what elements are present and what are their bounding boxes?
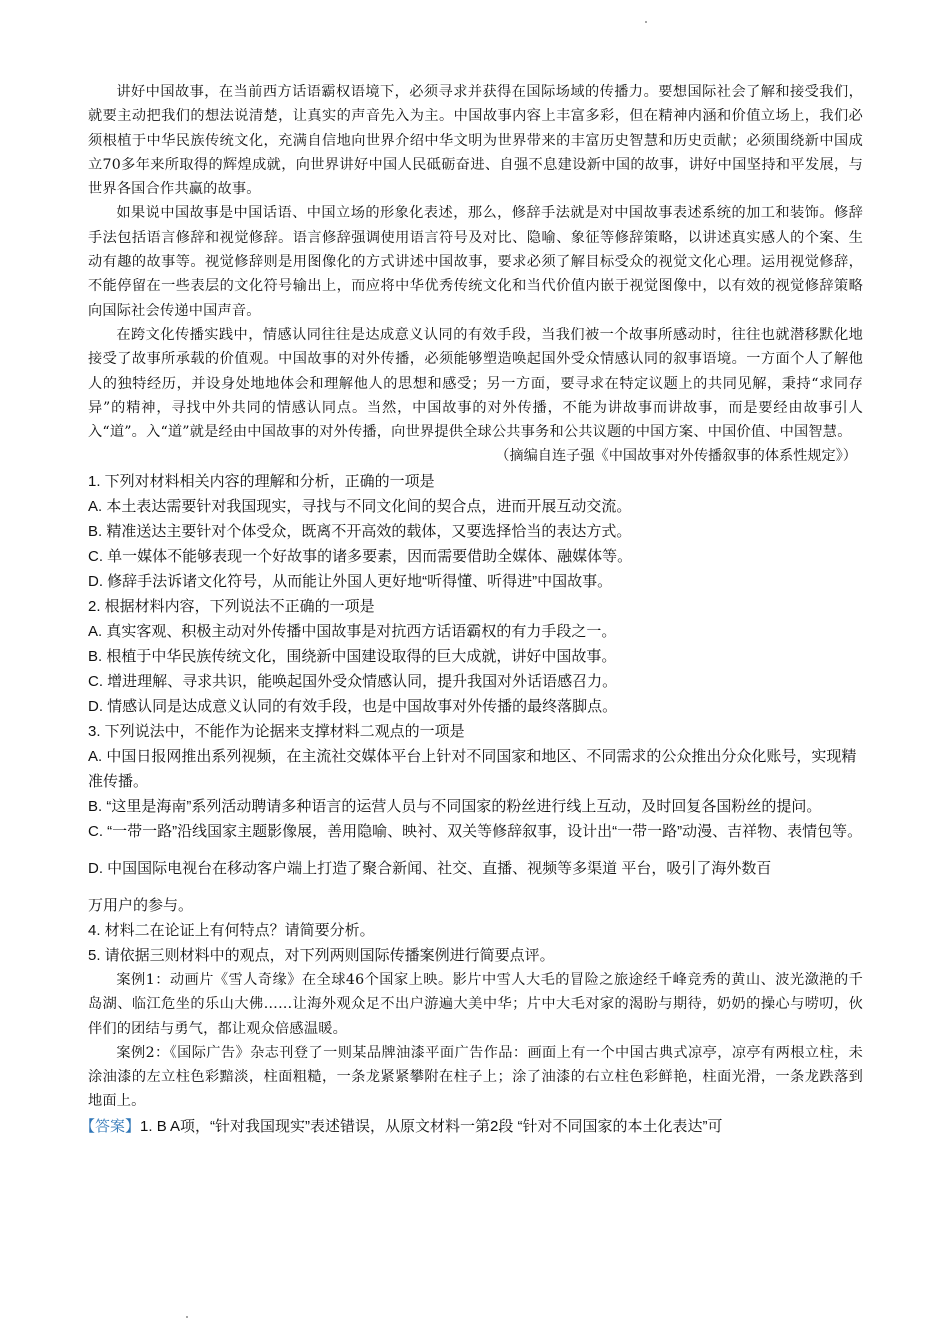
question-2 xyxy=(88,594,863,719)
question-3-option-b: B. “这里是海南”系列活动聘请多种语言的运营人员与不同国家的粉丝进行线上互动，及时回复各国粉丝的提问。 xyxy=(88,797,822,815)
page-mark-bottom xyxy=(186,1316,188,1318)
question-3-option-d-line-2: 万用户的参与。 xyxy=(88,896,194,914)
question-1 xyxy=(88,469,863,594)
question-3-option-a: A. 中国日报网推出系列视频，在主流社交媒体平台上针对不同国家和地区、不同需求的公众推出分众化账号，实现精准传播。 xyxy=(88,747,857,790)
case-2: 案例2：《国际广告》杂志刊登了一则某品牌油漆平面广告作品：画面上有一个中国古典式凉亭，凉亭有两根立柱，未涂油漆的左立柱色彩黯淡，柱面粗糙，一条龙紧紧攀附在柱子上；涂了油漆的右立柱色彩鲜艳，柱面光滑，一条龙跌落到地面上。 xyxy=(88,1044,863,1110)
question-4: 4. 材料二在论证上有何特点？请简要分析。 xyxy=(88,921,375,939)
question-5-stem: 5. 请依据三则材料中的观点，对下列两则国际传播案例进行简要点评。 xyxy=(88,946,555,964)
answer-line xyxy=(80,1114,855,1139)
question-2-option-a: A. 真实客观、积极主动对外传播中国故事是对抗西方话语霸权的有力手段之一。 xyxy=(88,622,617,640)
question-2-stem: 2. 根据材料内容，下列说法不正确的一项是 xyxy=(88,597,375,615)
material-paragraph-3: 在跨文化传播实践中，情感认同往往是达成意义认同的有效手段，当我们被一个故事所感动时，往往也就潜移默化地接受了故事所承载的价值观。中国故事的对外传播，必须能够塑造唤起国外受众情感认同的叙事语境。一方面个人了解他人的独特经历，并设身处地地体会和理解他人的思想和感受；另一方面，要寻求在特定议题上的共同见解，秉持“求同存异”的精神，寻找中外共同的情感认同点。当然，中国故事的对外传播，不能为讲故事而讲故事，而是要经由故事引人入“道”。入“道”就是经由中国故事的对外传播，向世界提供全球公共事务和公共议题的中国方案、中国价值、中国智慧。 xyxy=(88,326,863,441)
material-source: （摘编自连子强《中国故事对外传播叙事的体系性规定》） xyxy=(495,448,857,465)
question-1-option-b: B. 精准送达主要针对个体受众，既离不开高效的载体，又要选择恰当的表达方式。 xyxy=(88,522,632,540)
answer-text: 1. B A项，“针对我国现实”表述错误，从原文材料一第2段 “针对不同国家的本土化表达”可 xyxy=(140,1117,723,1135)
question-3-option-d-line-1: D. 中国国际电视台在移动客户端上打造了聚合新闻、社交、直播、视频等多渠道 平台，吸引了海外数百 xyxy=(88,859,772,877)
question-2-option-d: D. 情感认同是达成意义认同的有效手段，也是中国故事对外传播的最终落脚点。 xyxy=(88,697,618,715)
question-3-option-c: C. “一带一路”沿线国家主题影像展，善用隐喻、映衬、双关等修辞叙事，设计出“一带一路”动漫、吉祥物、表情包等。 xyxy=(88,822,863,840)
question-1-option-a: A. 本土表达需要针对我国现实，寻找与不同文化间的契合点，进而开展互动交流。 xyxy=(88,497,632,515)
material-paragraph-1: 讲好中国故事，在当前西方话语霸权语境下，必须寻求并获得在国际场域的传播力。要想国际社会了解和接受我们，就要主动把我们的想法说清楚，让真实的声音先入为主。中国故事内容上丰富多彩，但在精神内涵和价值立场上，我们必须根植于中华民族传统文化，充满自信地向世界介绍中华文明为世界带来的丰富历史智慧和历史贡献；必须围绕新中国成立70多年来所取得的辉煌成就，向世界讲好中国人民砥砺奋进、自强不息建设新中国的故事，讲好中国坚持和平发展，与世界各国合作共赢的故事。 xyxy=(88,84,863,198)
question-3 xyxy=(88,719,863,918)
material-paragraph-2: 如果说中国故事是中国话语、中国立场的形象化表述，那么，修辞手法就是对中国故事表述系统的加工和装饰。修辞手法包括语言修辞和视觉修辞。语言修辞强调使用语言符号及对比、隐喻、象征等修辞策略，以讲述真实感人的个案、生动有趣的故事等。视觉修辞则是用图像化的方式讲述中国故事，要求必须了解目标受众的视觉文化心理。运用视觉修辞，不能停留在一些表层的文化符号输出上，而应将中华优秀传统文化和当代价值内嵌于视觉图像中，以有效的视觉修辞策略向国际社会传递中国声音。 xyxy=(88,205,863,319)
question-1-option-c: C. 单一媒体不能够表现一个好故事的诸多要素，因而需要借助全媒体、融媒体等。 xyxy=(88,547,633,565)
question-1-stem: 1. 下列对材料相关内容的理解和分析，正确的一项是 xyxy=(88,472,435,490)
question-2-option-b: B. 根植于中华民族传统文化，围绕新中国建设取得的巨大成就，讲好中国故事。 xyxy=(88,647,617,665)
question-1-option-d: D. 修辞手法诉诸文化符号，从而能让外国人更好地“听得懂、听得进”中国故事。 xyxy=(88,572,613,590)
document-content xyxy=(80,80,863,1139)
page-mark-top xyxy=(645,21,647,23)
question-2-option-c: C. 增进理解、寻求共识，能唤起国外受众情感认同，提升我国对外话语感召力。 xyxy=(88,672,618,690)
question-5 xyxy=(88,943,863,1114)
answer-tag: 【答案】 xyxy=(80,1117,141,1135)
question-3-stem: 3. 下列说法中，不能作为论据来支撑材料二观点的一项是 xyxy=(88,722,465,740)
case-1: 案例1：动画片《雪人奇缘》在全球46个国家上映。影片中雪人大毛的冒险之旅途经千峰竞秀的黄山、波光潋滟的千岛湖、临江危坐的乐山大佛……让海外观众足不出户游遍大美中华；片中大毛对家的渴盼与期待，奶奶的操心与唠叨，伙伴们的团结与勇气，都让观众倍感温暖。 xyxy=(88,971,863,1037)
